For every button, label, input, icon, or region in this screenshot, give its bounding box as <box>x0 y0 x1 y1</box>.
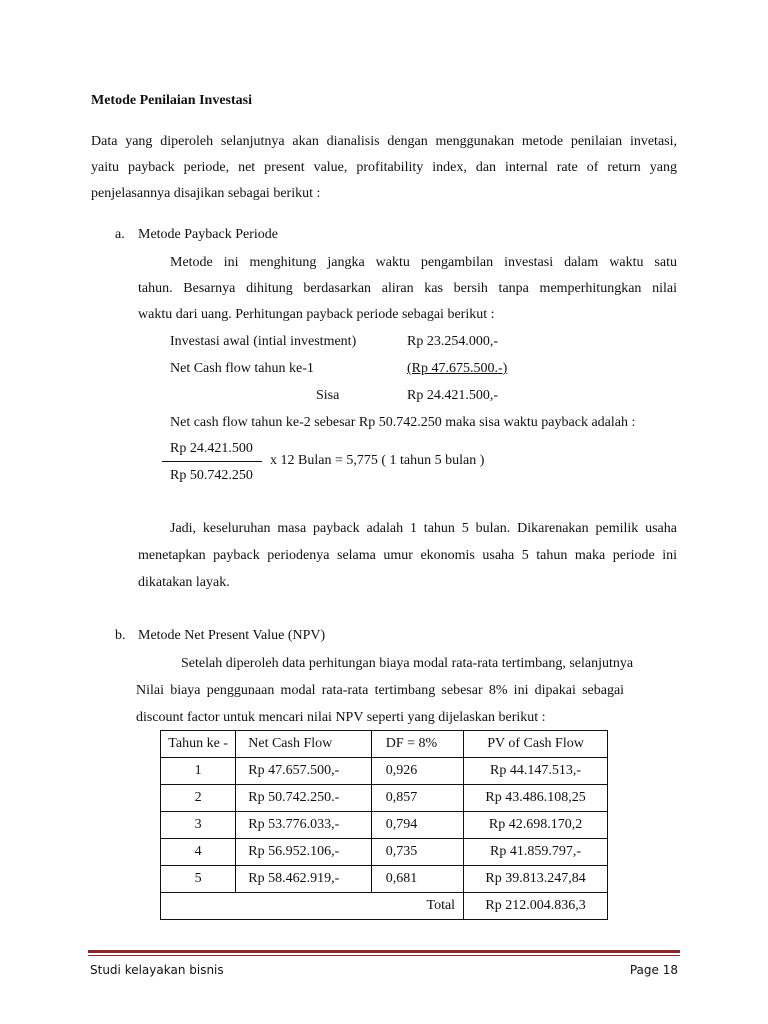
ncf2-sentence: Net cash flow tahun ke-2 sebesar Rp 50.742.250 maka sisa waktu payback adalah : <box>170 415 636 430</box>
cell-net-cash-flow: Rp 58.462.919,- <box>236 866 372 893</box>
section-b-para-line-3: discount factor untuk mencari nilai NPV seperti yang dijelaskan berikut : <box>136 710 546 725</box>
remainder-value: Rp 24.421.500,- <box>407 388 498 403</box>
intro-line-1: Data yang diperoleh selanjutnya akan dianalisis dengan menggunakan metode penilaian invetasi, <box>91 134 677 149</box>
section-a-para-line-1: Metode ini menghitung jangka waktu pengambilan investasi dalam waktu satu <box>170 255 677 270</box>
ncf1-label: Net Cash flow tahun ke-1 <box>170 361 314 376</box>
table-header-row <box>161 731 608 758</box>
cell-pv: Rp 44.147.513,- <box>464 758 608 785</box>
section-a-para-line-2: tahun. Besarnya dihitung berdasarkan aliran kas bersih tanpa memperhitungkan nilai <box>138 281 677 296</box>
cell-discount-factor: 0,681 <box>371 866 463 893</box>
cell-pv: Rp 39.813.247,84 <box>464 866 608 893</box>
section-a-title: Metode Payback Periode <box>138 227 278 242</box>
intro-line-3: penjelasannya disajikan sebagai berikut : <box>91 186 321 201</box>
table-row <box>161 866 608 893</box>
footer-left-text: Studi kelayakan bisnis <box>90 963 224 977</box>
cell-discount-factor: 0,735 <box>371 839 463 866</box>
ncf1-value: (Rp 47.675.500.-) <box>407 361 508 376</box>
fraction-numerator: Rp 24.421.500 <box>170 441 253 456</box>
cell-pv: Rp 43.486.108,25 <box>464 785 608 812</box>
table-row <box>161 758 608 785</box>
cell-pv: Rp 41.859.797,- <box>464 839 608 866</box>
header-net-cash-flow: Net Cash Flow <box>236 731 372 758</box>
cell-net-cash-flow: Rp 56.952.106,- <box>236 839 372 866</box>
section-b-marker: b. <box>115 628 126 643</box>
section-b-para-line-2: Nilai biaya penggunaan modal rata-rata tertimbang sebesar 8% ini dipakai sebagai <box>136 683 625 698</box>
section-b-para-line-1: Setelah diperoleh data perhitungan biaya modal rata-rata tertimbang, selanjutnya <box>181 656 634 671</box>
cell-year: 3 <box>161 812 236 839</box>
fraction-denominator: Rp 50.742.250 <box>170 468 253 483</box>
table-row <box>161 839 608 866</box>
conclusion-line-1: Jadi, keseluruhan masa payback adalah 1 tahun 5 bulan. Dikarenakan pemilik usaha <box>170 521 677 536</box>
intro-line-2: yaitu payback periode, net present value, profitability index, dan internal rate of return yang <box>91 160 677 175</box>
footer-rule-thick <box>88 950 680 953</box>
table-row <box>161 812 608 839</box>
npv-table <box>160 730 608 920</box>
investment-value: Rp 23.254.000,- <box>407 334 498 349</box>
section-a-para-line-3: waktu dari uang. Perhitungan payback periode sebagai berikut : <box>138 307 495 322</box>
header-discount-factor: DF = 8% <box>371 731 463 758</box>
table-total-row <box>161 893 608 920</box>
total-value: Rp 212.004.836,3 <box>464 893 608 920</box>
footer-page-number: Page 18 <box>629 963 678 977</box>
header-pv: PV of Cash Flow <box>464 731 608 758</box>
section-b-title: Metode Net Present Value (NPV) <box>138 628 326 643</box>
table-row <box>161 785 608 812</box>
header-year: Tahun ke - <box>161 731 236 758</box>
cell-net-cash-flow: Rp 53.776.033,- <box>236 812 372 839</box>
cell-discount-factor: 0,794 <box>371 812 463 839</box>
cell-discount-factor: 0,857 <box>371 785 463 812</box>
cell-year: 5 <box>161 866 236 893</box>
page-title: Metode Penilaian Investasi <box>91 93 252 108</box>
fraction-result: x 12 Bulan = 5,775 ( 1 tahun 5 bulan ) <box>270 453 485 468</box>
conclusion-line-3: dikatakan layak. <box>138 575 230 590</box>
section-a-marker: a. <box>115 227 125 242</box>
remainder-label: Sisa <box>316 388 340 403</box>
cell-net-cash-flow: Rp 50.742.250.- <box>236 785 372 812</box>
cell-year: 2 <box>161 785 236 812</box>
cell-year: 1 <box>161 758 236 785</box>
conclusion-line-2: menetapkan payback periodenya selama umur ekonomis usaha 5 tahun maka periode ini <box>138 548 677 563</box>
cell-discount-factor: 0,926 <box>371 758 463 785</box>
fraction-bar <box>162 461 262 462</box>
footer-rule-thin <box>88 955 680 956</box>
total-label: Total <box>161 893 464 920</box>
cell-year: 4 <box>161 839 236 866</box>
cell-pv: Rp 42.698.170,2 <box>464 812 608 839</box>
cell-net-cash-flow: Rp 47.657.500,- <box>236 758 372 785</box>
investment-label: Investasi awal (intial investment) <box>170 334 357 349</box>
